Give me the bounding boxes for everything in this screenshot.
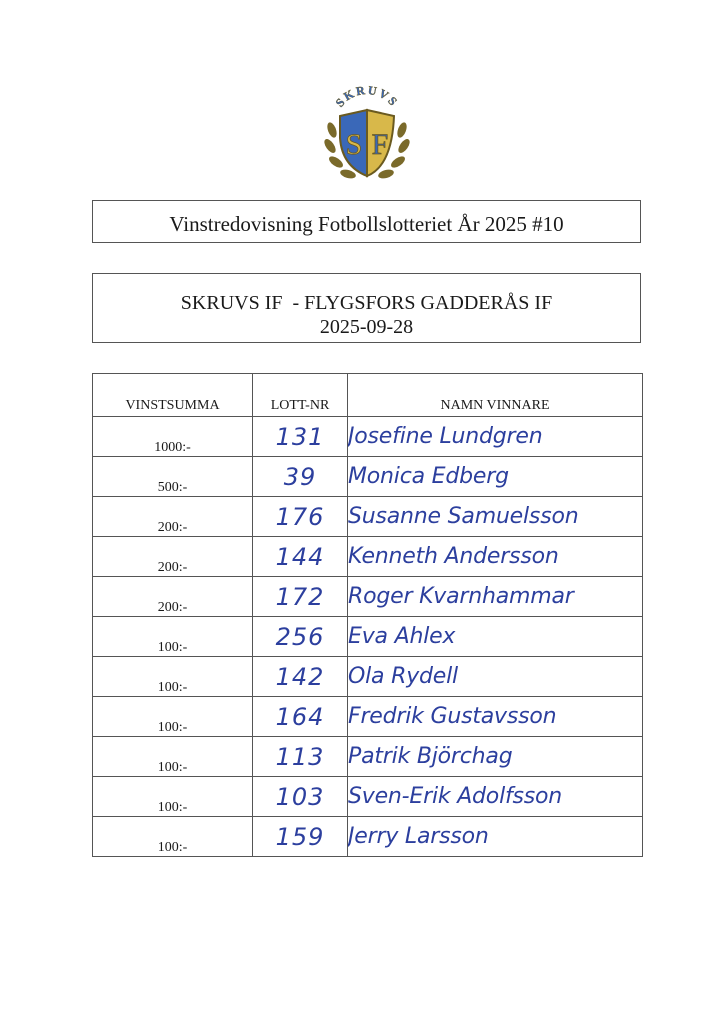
- crest-letter-f: F: [371, 128, 389, 161]
- table-row: [93, 537, 643, 577]
- document-title: Vinstredovisning Fotbollslotteriet År 2025 #10: [92, 200, 641, 243]
- prize-amount: 100:-: [93, 737, 253, 777]
- ticket-number: 164: [253, 697, 348, 737]
- table-header-row: [93, 374, 643, 417]
- prize-amount: 200:-: [93, 577, 253, 617]
- club-crest-logo: [318, 80, 416, 188]
- header-lott-nr: LOTT-NR: [253, 374, 348, 417]
- ticket-number: 159: [253, 817, 348, 857]
- table-row: [93, 777, 643, 817]
- winner-name: Jerry Larsson: [348, 817, 643, 857]
- prize-amount: 100:-: [93, 777, 253, 817]
- match-info: [92, 273, 641, 343]
- table-row: [93, 697, 643, 737]
- header-vinstsumma: VINSTSUMMA: [93, 374, 253, 417]
- ticket-number: 256: [253, 617, 348, 657]
- winner-name: Sven-Erik Adolfsson: [348, 777, 643, 817]
- prize-amount: 100:-: [93, 817, 253, 857]
- winner-name: Fredrik Gustavsson: [348, 697, 643, 737]
- table-row: [93, 817, 643, 857]
- prize-amount: 100:-: [93, 697, 253, 737]
- header-namn-vinnare: NAMN VINNARE: [348, 374, 643, 417]
- winner-name: Eva Ahlex: [348, 617, 643, 657]
- table-row: [93, 457, 643, 497]
- table-row: [93, 617, 643, 657]
- table-row: [93, 577, 643, 617]
- svg-text:SKRUVS: [333, 83, 402, 110]
- table-row: [93, 657, 643, 697]
- ticket-number: 142: [253, 657, 348, 697]
- ticket-number: 39: [253, 457, 348, 497]
- match-teams: SKRUVS IF - FLYGSFORS GADDERÅS IF: [180, 292, 553, 314]
- winner-name: Roger Kvarnhammar: [348, 577, 643, 617]
- winners-table: [92, 373, 643, 857]
- winner-name: Josefine Lundgren: [348, 417, 643, 457]
- ticket-number: 176: [253, 497, 348, 537]
- ticket-number: 144: [253, 537, 348, 577]
- table-row: [93, 417, 643, 457]
- prize-amount: 100:-: [93, 657, 253, 697]
- crest-club-name: SKRUVS: [332, 82, 402, 110]
- winner-name: Patrik Björchag: [348, 737, 643, 777]
- prize-amount: 500:-: [93, 457, 253, 497]
- match-date: 2025-09-28: [319, 316, 414, 338]
- winner-name: Susanne Samuelsson: [348, 497, 643, 537]
- prize-amount: 200:-: [93, 497, 253, 537]
- ticket-number: 113: [253, 737, 348, 777]
- prize-amount: 200:-: [93, 537, 253, 577]
- winner-name: Ola Rydell: [348, 657, 643, 697]
- crest-letter-s: S: [345, 128, 363, 161]
- table-row: [93, 737, 643, 777]
- ticket-number: 172: [253, 577, 348, 617]
- winner-name: Kenneth Andersson: [348, 537, 643, 577]
- table-row: [93, 497, 643, 537]
- prize-amount: 1000:-: [93, 417, 253, 457]
- prize-amount: 100:-: [93, 617, 253, 657]
- ticket-number: 131: [253, 417, 348, 457]
- winner-name: Monica Edberg: [348, 457, 643, 497]
- ticket-number: 103: [253, 777, 348, 817]
